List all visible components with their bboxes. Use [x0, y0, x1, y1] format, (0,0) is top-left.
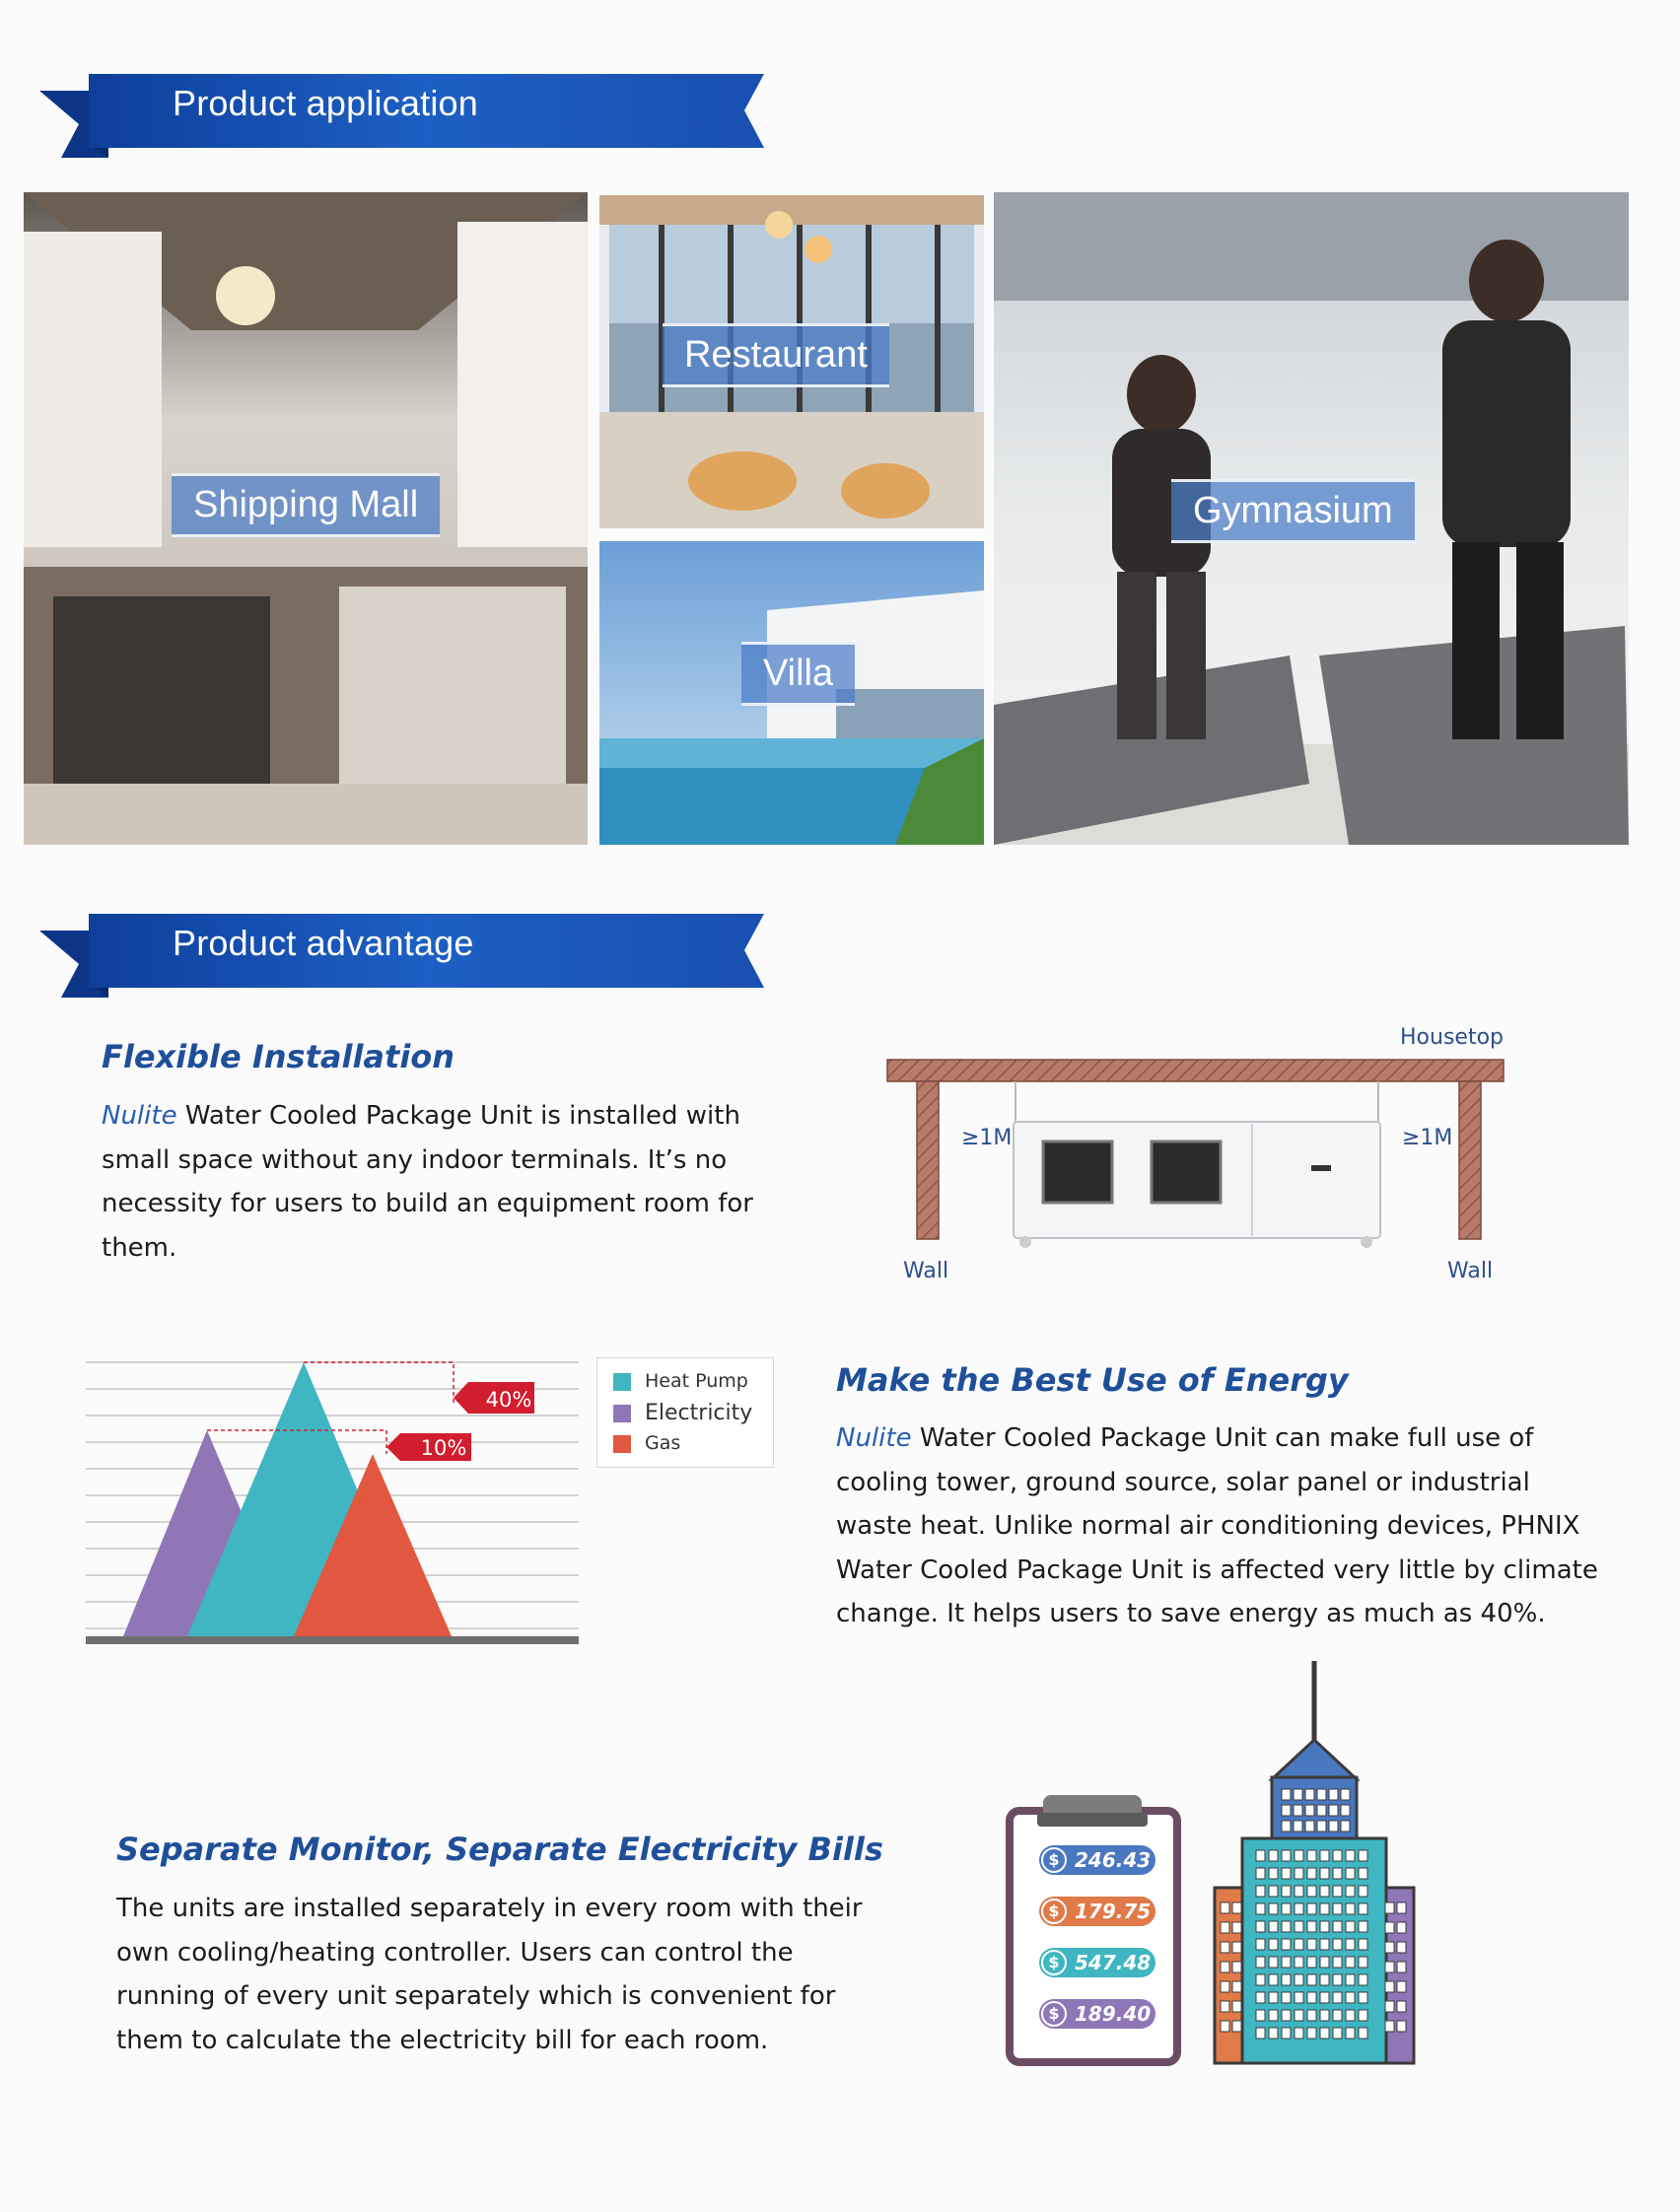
paragraph-line: Water Cooled Package Unit is affected very little by climate — [836, 1555, 1598, 1585]
window — [1282, 1957, 1291, 1968]
section-title: Product application — [173, 83, 478, 123]
section-banner-application — [39, 69, 769, 158]
window — [1385, 1942, 1394, 1953]
window — [1359, 2010, 1367, 2021]
flexible-installation-text — [102, 1094, 772, 1270]
window — [1232, 2021, 1241, 2032]
bill-amount: $ 547.48 — [1039, 1948, 1155, 1977]
window — [1269, 1868, 1278, 1879]
window — [1295, 1957, 1303, 1968]
window — [1221, 2001, 1229, 2012]
window — [1307, 1939, 1316, 1950]
application-label: Shipping Mall — [172, 473, 440, 537]
clearance-right-label: ≥1M — [1402, 1126, 1453, 1150]
window — [1397, 2021, 1406, 2032]
window — [1256, 2028, 1265, 2039]
window — [1307, 2010, 1316, 2021]
legend-swatch-heat-pump — [613, 1373, 631, 1391]
window — [1307, 1957, 1316, 1968]
window — [1295, 1939, 1303, 1950]
window — [1307, 1992, 1316, 2003]
window — [1294, 1805, 1302, 1816]
paragraph-line: them. — [102, 1232, 177, 1263]
paragraph-line: Nulite Water Cooled Package Unit can make full use of — [836, 1423, 1534, 1453]
window — [1256, 1903, 1265, 1914]
window — [1295, 1886, 1303, 1897]
window — [1305, 1805, 1314, 1816]
window — [1333, 1903, 1342, 1914]
window — [1346, 1921, 1355, 1932]
window — [1269, 1939, 1278, 1950]
window — [1317, 1821, 1326, 1832]
bill-amount: $ 179.75 — [1039, 1897, 1155, 1926]
restaurant-photo — [599, 195, 984, 528]
window — [1397, 2001, 1406, 2012]
paragraph-line: change. It helps users to save energy as much as 40%. — [836, 1599, 1546, 1628]
window — [1282, 1868, 1291, 1879]
wall-left-label: Wall — [903, 1259, 949, 1283]
window — [1307, 1886, 1316, 1897]
window — [1269, 1957, 1278, 1968]
window — [1359, 1903, 1367, 1914]
paragraph-line: necessity for users to build an equipment room for — [102, 1189, 753, 1218]
window — [1329, 1821, 1338, 1832]
window — [1295, 1921, 1303, 1932]
application-label: Villa — [741, 642, 855, 706]
window — [1333, 1974, 1342, 1985]
window — [1385, 1922, 1394, 1933]
window — [1397, 1922, 1406, 1933]
window — [1320, 2010, 1329, 2021]
window — [1269, 1886, 1278, 1897]
window — [1346, 1974, 1355, 1985]
paragraph-line: cooling tower, ground source, solar panel or industrial — [836, 1467, 1530, 1497]
window — [1307, 1903, 1316, 1914]
window — [1359, 1957, 1367, 1968]
window — [1295, 2010, 1303, 2021]
window — [1341, 1821, 1350, 1832]
window — [1329, 1805, 1338, 1816]
window — [1256, 1992, 1265, 2003]
window — [1346, 1850, 1355, 1861]
window — [1346, 2028, 1355, 2039]
window — [1282, 1903, 1291, 1914]
building-icon — [1213, 1661, 1420, 2065]
window — [1320, 1903, 1329, 1914]
window — [1221, 1981, 1229, 1992]
annotation-label-10: 10% — [420, 1436, 467, 1460]
window — [1282, 1805, 1291, 1816]
window — [1317, 1805, 1326, 1816]
clearance-left-label: ≥1M — [961, 1126, 1013, 1150]
window — [1359, 1868, 1367, 1879]
paragraph-line: small space without any indoor terminals. It’s no — [102, 1144, 728, 1175]
guide-line-40 — [304, 1362, 454, 1405]
dollar-coin-icon: $ — [1041, 1950, 1067, 1975]
window — [1320, 2028, 1329, 2039]
window — [1359, 1974, 1367, 1985]
window — [1256, 1939, 1265, 1950]
legend-swatch-electricity — [613, 1405, 631, 1422]
window — [1320, 1868, 1329, 1879]
window — [1359, 1992, 1367, 2003]
window — [1333, 2028, 1342, 2039]
window — [1269, 2010, 1278, 2021]
brand-name: Nulite — [836, 1423, 912, 1453]
shopping-mall-photo — [24, 192, 588, 845]
window — [1295, 1974, 1303, 1985]
chart-legend — [596, 1357, 774, 1468]
gymnasium-photo — [994, 192, 1629, 845]
window — [1333, 1921, 1342, 1932]
window — [1307, 1868, 1316, 1879]
window — [1397, 1942, 1406, 1953]
section-title: Product advantage — [173, 923, 474, 963]
window — [1282, 1886, 1291, 1897]
window — [1232, 1922, 1241, 1933]
window — [1320, 1957, 1329, 1968]
separate-monitor-heading: Separate Monitor, Separate Electricity Bills — [116, 1831, 883, 1868]
housetop-label: Housetop — [1400, 1025, 1504, 1050]
window — [1333, 1850, 1342, 1861]
paragraph-line: The units are installed separately in every room with their — [116, 1894, 863, 1923]
window — [1333, 2010, 1342, 2021]
window — [1333, 1992, 1342, 2003]
wall-right — [1459, 1081, 1481, 1239]
window — [1269, 2028, 1278, 2039]
window — [1221, 1922, 1229, 1933]
window — [1256, 1974, 1265, 1985]
window — [1256, 1850, 1265, 1861]
window — [1269, 1921, 1278, 1932]
wall-left — [917, 1081, 939, 1239]
window — [1282, 2028, 1291, 2039]
window — [1221, 2021, 1229, 2032]
villa-photo — [599, 541, 984, 845]
window — [1346, 1868, 1355, 1879]
application-label: Restaurant — [663, 323, 889, 387]
paragraph-line: Nulite Water Cooled Package Unit is installed with — [102, 1101, 740, 1131]
annotation-label-40: 40% — [485, 1388, 532, 1412]
window — [1346, 2010, 1355, 2021]
window — [1346, 1992, 1355, 2003]
window — [1282, 2010, 1291, 2021]
window — [1359, 2028, 1367, 2039]
window — [1221, 1902, 1229, 1913]
window — [1397, 1962, 1406, 1972]
window — [1346, 1886, 1355, 1897]
window — [1282, 1789, 1291, 1800]
window — [1359, 1886, 1367, 1897]
brand-name: Nulite — [102, 1101, 177, 1131]
window — [1221, 1942, 1229, 1953]
window — [1232, 1902, 1241, 1913]
window — [1320, 1939, 1329, 1950]
window — [1269, 1903, 1278, 1914]
window — [1320, 1992, 1329, 2003]
window — [1232, 2001, 1241, 2012]
legend-swatch-gas — [613, 1435, 631, 1453]
paragraph-line: waste heat. Unlike normal air conditioning devices, PHNIX — [836, 1511, 1580, 1541]
housetop-slab — [887, 1060, 1504, 1081]
window — [1333, 1886, 1342, 1897]
window — [1282, 1821, 1291, 1832]
window — [1295, 1850, 1303, 1861]
window — [1232, 1962, 1241, 1972]
separate-monitor-text — [116, 1887, 866, 2062]
window — [1269, 1974, 1278, 1985]
window — [1295, 1903, 1303, 1914]
window — [1282, 1921, 1291, 1932]
window — [1294, 1789, 1302, 1800]
window — [1307, 1850, 1316, 1861]
window — [1307, 1974, 1316, 1985]
energy-text — [836, 1417, 1645, 1636]
window — [1346, 1957, 1355, 1968]
window — [1256, 1886, 1265, 1897]
legend-item: Electricity — [613, 1401, 752, 1425]
window — [1397, 1981, 1406, 1992]
section-banner-advantage — [39, 909, 769, 998]
window — [1320, 1974, 1329, 1985]
window — [1269, 1992, 1278, 2003]
window — [1295, 1992, 1303, 2003]
window — [1320, 1850, 1329, 1861]
window — [1320, 1886, 1329, 1897]
window — [1282, 1974, 1291, 1985]
window — [1282, 1850, 1291, 1861]
window — [1294, 1821, 1302, 1832]
window — [1256, 1868, 1265, 1879]
window — [1256, 2010, 1265, 2021]
window — [1307, 2028, 1316, 2039]
window — [1256, 1957, 1265, 1968]
window — [1320, 1921, 1329, 1932]
flexible-installation-heading: Flexible Installation — [102, 1038, 455, 1075]
window — [1221, 1962, 1229, 1972]
window — [1307, 1921, 1316, 1932]
window — [1346, 1939, 1355, 1950]
window — [1232, 1981, 1241, 1992]
bill-amount: $ 246.43 — [1039, 1845, 1155, 1875]
window — [1333, 1939, 1342, 1950]
paragraph-line: them to calculate the electricity bill for each room. — [116, 2025, 769, 2055]
window — [1295, 1868, 1303, 1879]
window — [1282, 1939, 1291, 1950]
window — [1385, 2021, 1394, 2032]
paragraph-line: running of every unit separately which is convenient for — [116, 1981, 836, 2011]
window — [1295, 2028, 1303, 2039]
window — [1359, 1850, 1367, 1861]
paragraph-line: own cooling/heating controller. Users can control the — [116, 1937, 794, 1968]
wall-right-label: Wall — [1447, 1259, 1494, 1283]
window — [1341, 1789, 1350, 1800]
window — [1329, 1789, 1338, 1800]
dollar-coin-icon: $ — [1041, 2001, 1067, 2027]
window — [1333, 1957, 1342, 1968]
chart-baseline — [86, 1636, 579, 1644]
window — [1385, 2001, 1394, 2012]
legend-item: Gas — [613, 1432, 680, 1454]
installation-diagram — [877, 1045, 1518, 1291]
window — [1341, 1805, 1350, 1816]
window — [1232, 1942, 1241, 1953]
window — [1317, 1789, 1326, 1800]
window — [1359, 1921, 1367, 1932]
window — [1385, 1902, 1394, 1913]
window — [1305, 1789, 1314, 1800]
energy-heading: Make the Best Use of Energy — [836, 1361, 1349, 1399]
window — [1256, 1921, 1265, 1932]
window — [1385, 1981, 1394, 1992]
legend-item: Heat Pump — [613, 1370, 748, 1392]
window — [1346, 1903, 1355, 1914]
window — [1397, 1902, 1406, 1913]
window — [1305, 1821, 1314, 1832]
bill-amount: $ 189.40 — [1039, 1999, 1155, 2029]
window — [1385, 1962, 1394, 1972]
window — [1359, 1939, 1367, 1950]
application-label: Gymnasium — [1171, 479, 1415, 543]
window — [1269, 1850, 1278, 1861]
dollar-coin-icon: $ — [1041, 1899, 1067, 1924]
energy-chart — [79, 1350, 592, 1651]
dollar-coin-icon: $ — [1041, 1847, 1067, 1873]
window — [1282, 1992, 1291, 2003]
window — [1333, 1868, 1342, 1879]
